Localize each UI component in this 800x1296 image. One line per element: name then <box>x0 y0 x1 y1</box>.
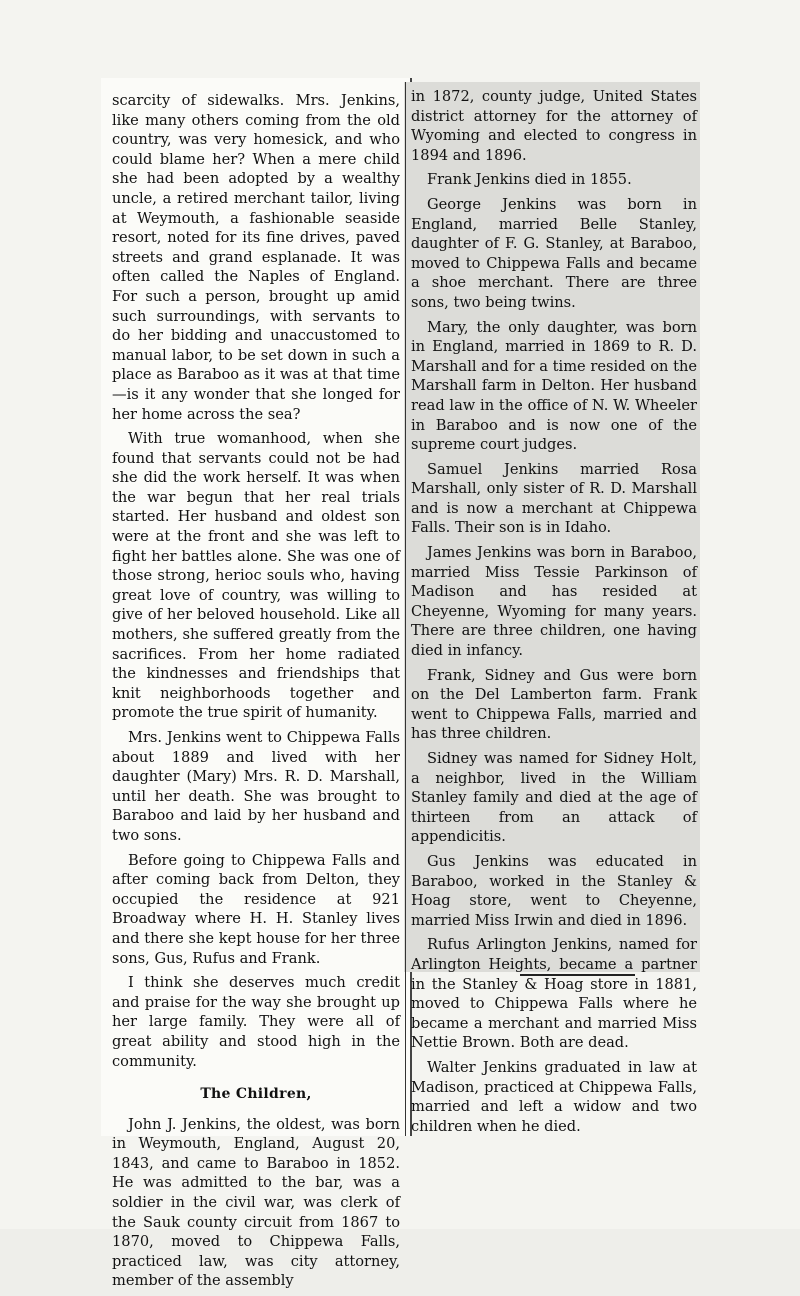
paragraph: Samuel Jenkins married Rosa Marshall, only sister of R. D. Marshall and is now a merchant at Chippewa Falls. Their son is in Idaho. <box>411 460 697 537</box>
paragraph: Walter Jenkins graduated in law at Madison, practiced at Chippewa Falls, married and left a widow and two children when he died. <box>411 1058 697 1135</box>
paragraph: Mary, the only daughter, was born in England, married in 1869 to R. D. Marshall and for a time resided on the Marshall farm in Delton. Her husband read law in the office of N. W. Wheeler in Baraboo and is now one of the supreme court judges. <box>411 318 697 454</box>
paragraph: George Jenkins was born in England, married Belle Stanley, daughter of F. G. Stanley, at Baraboo, moved to Chippewa Falls and became a shoe merchant. There are three sons, two being twins. <box>411 195 697 311</box>
paragraph: Frank Jenkins died in 1855. <box>427 171 632 189</box>
paragraph: Rufus Arlington Jenkins, named for Arlington Heights, became a partner in the Stanley & Hoag store in 1881, moved to Chippewa Falls where he became a merchant and married Miss Nettie Brown. Both are dead. <box>411 936 697 1052</box>
paragraph: Frank, Sidney and Gus were born on the Del Lamberton farm. Frank went to Chippewa Falls, married and has three children. <box>411 666 697 743</box>
paragraph: I think she deserves much credit and praise for the way she brought up her large family. They were all of great ability and stood high in the community. <box>112 974 400 1070</box>
paragraph: Gus Jenkins was educated in Baraboo, worked in the Stanley & Hoag store, went to Cheyenne, married Miss Irwin and died in 1896. <box>411 852 697 929</box>
paragraph: With true womanhood, when she found that servants could not be had she did the work herself. It was when the war begun that her real trials started. Her husband and oldest son were at the front and she was left to fight her battles alone. She was one of those strong, herioc souls who, having great love of country, was willing to give of her beloved household. Like all mothers, she suffered greatly from the sacrifices. From her home radiated the kindnesses and friendships that knit neighborhoods together and promote the true spirit of humanity. <box>112 430 400 722</box>
left-column <box>112 91 400 1296</box>
paragraph: John J. Jenkins, the oldest, was born in Weymouth, England, August 20, 1843, and came to Baraboo in 1852. He was admitted to the bar, was a soldier in the civil war, was clerk of the Sauk county circuit from 1867 to 1870, moved to Chippewa Falls, practiced law, was city attorney, member of the assembly <box>112 1115 400 1290</box>
end-rule <box>520 974 635 976</box>
paragraph: Mrs. Jenkins went to Chippewa Falls about 1889 and lived with her daughter (Mary) Mrs. R. D. Marshall, until her death. She was brought to Baraboo and laid by her husband and two sons. <box>112 729 400 844</box>
paragraph: in 1872, county judge, United States district attorney for the attorney of Wyoming and elected to congress in 1894 and 1896. <box>411 88 697 164</box>
paragraph: scarcity of sidewalks. Mrs. Jenkins, like many others coming from the old country, was very homesick, and who could blame her? When a mere child she had been adopted by a wealthy uncle, a retired merchant tailor, living at Weymouth, a fashionable seaside resort, noted for its fine drives, paved streets and grand esplanade. It was often called the Naples of England. For such a person, brought up amid such surroundings, with servants to do her bidding and unaccustomed to manual labor, to be set down in such a place as Baraboo as it was at that time—is it any wonder that she longed for her home across the sea? <box>112 92 400 423</box>
section-heading: The Children, <box>200 1086 312 1103</box>
paragraph: Before going to Chippewa Falls and after coming back from Delton, they occupied the residence at 921 Broadway where H. H. Stanley lives and there she kept house for her three sons, Gus, Rufus and Frank. <box>112 851 400 967</box>
column-divider <box>405 82 406 1136</box>
right-column <box>411 87 697 1141</box>
paragraph: James Jenkins was born in Baraboo, married Miss Tessie Parkinson of Madison and has resided at Cheyenne, Wyoming for many years. There are three children, one having died in infancy. <box>411 544 697 660</box>
paragraph: Sidney was named for Sidney Holt, a neighbor, lived in the William Stanley family and died at the age of thirteen from an attack of appendicitis. <box>411 750 697 846</box>
